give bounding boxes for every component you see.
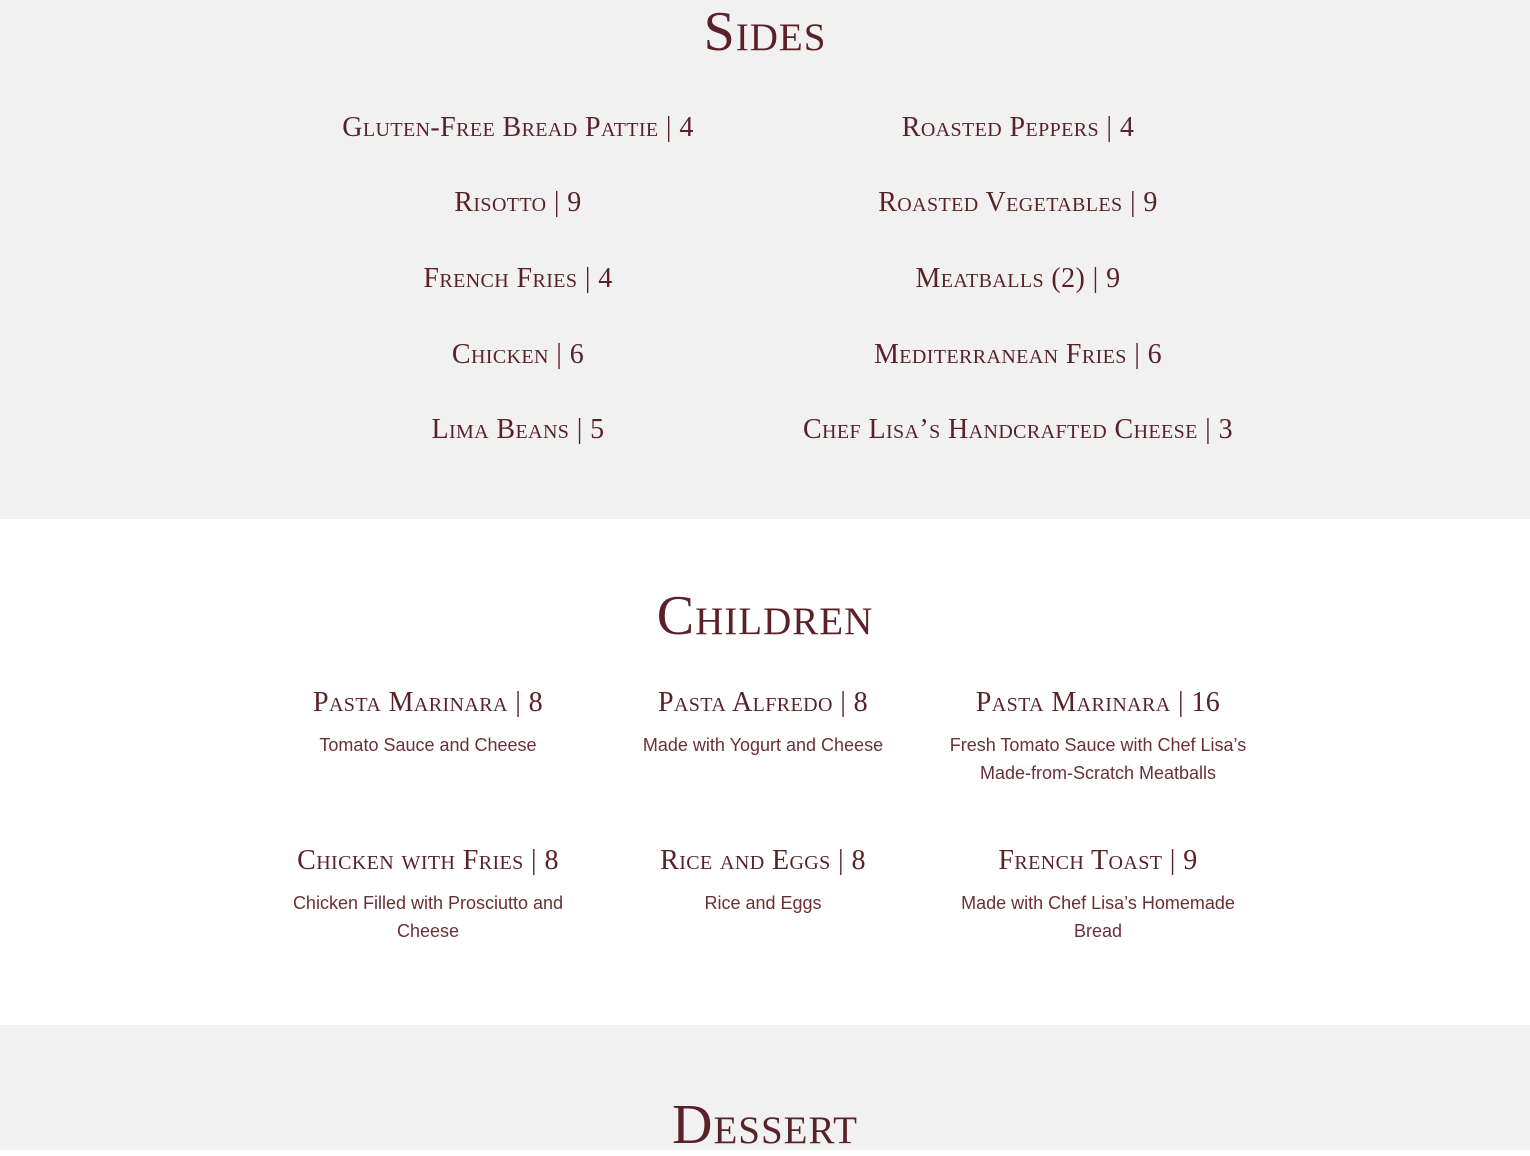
side-item: Lima Beans | 5 [431, 414, 605, 445]
side-item: Mediterranean Fries | 6 [873, 339, 1163, 370]
kids-menu-item [268, 847, 588, 945]
kids-item-name: Pasta Marinara | 8 [312, 687, 543, 718]
dessert-title: Dessert [672, 1094, 858, 1156]
kids-item-description: Made with Chef Lisa’s Homemade Bread [961, 893, 1235, 941]
kids-menu-item [268, 689, 588, 759]
children-section [0, 519, 1530, 1025]
kids-menu-item [603, 689, 923, 759]
children-title: Children [656, 585, 874, 647]
kids-item-name: Pasta Alfredo | 8 [657, 687, 869, 718]
kids-item-description: Made with Yogurt and Cheese [642, 735, 884, 755]
kids-item-name: Pasta Marinara | 16 [975, 687, 1221, 718]
kids-item-name: French Toast | 9 [998, 845, 1198, 876]
kids-item-description: Fresh Tomato Sauce with Chef Lisa’s Made-from-Scratch Meatballs [949, 735, 1247, 783]
side-item: Chicken | 6 [451, 339, 585, 370]
side-item: Meatballs (2) | 9 [915, 263, 1121, 294]
kids-item-description: Tomato Sauce and Cheese [319, 735, 537, 755]
dessert-section [0, 1025, 1530, 1156]
kids-menu-item [938, 689, 1258, 787]
kids-item-description: Rice and Eggs [704, 893, 822, 913]
kids-item-name: Rice and Eggs | 8 [660, 845, 866, 876]
sides-section [0, 0, 1530, 519]
side-item: Roasted Peppers | 4 [901, 112, 1135, 143]
side-item: Gluten-Free Bread Pattie | 4 [342, 112, 694, 143]
kids-item-description: Chicken Filled with Prosciutto and Cheese [292, 893, 564, 941]
kids-menu-item [603, 847, 923, 917]
side-item: Roasted Vegetables | 9 [878, 187, 1158, 218]
side-item: French Fries | 4 [423, 263, 613, 294]
side-item: Chef Lisa’s Handcrafted Cheese | 3 [802, 414, 1233, 445]
kids-item-name: Chicken with Fries | 8 [297, 845, 559, 876]
side-item: Risotto | 9 [454, 187, 582, 218]
sides-title: Sides [703, 1, 827, 63]
kids-menu-item [938, 847, 1258, 945]
